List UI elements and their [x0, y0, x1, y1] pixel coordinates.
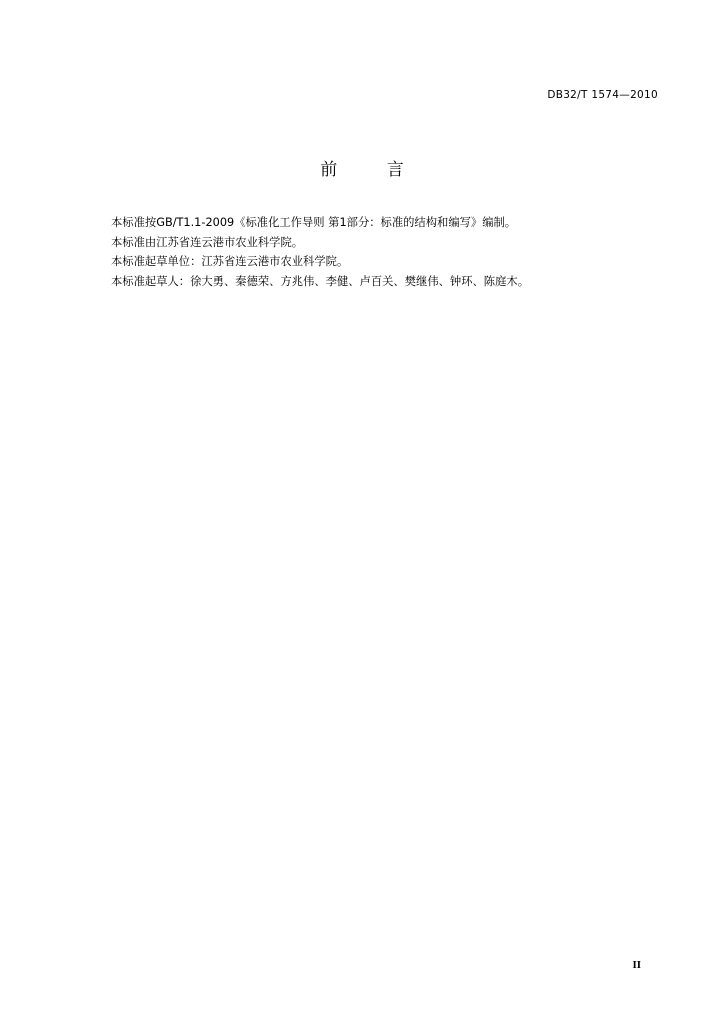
foreword-body [111, 213, 671, 291]
paragraph-proposer: 本标准由江苏省连云港市农业科学院。 [111, 235, 304, 249]
page-number: II [632, 959, 641, 971]
page-title: 前 言 [320, 160, 426, 180]
paragraph-drafting-basis: 本标准按GB/T1.1-2009《标准化工作导则 第1部分：标准的结构和编写》编制。 [111, 216, 517, 229]
document-code: DB32/T 1574—2010 [547, 89, 658, 101]
paragraph-drafters: 本标准起草人：徐大勇、秦德荣、方兆伟、李健、卢百关、樊继伟、钟环、陈庭木。 [111, 274, 529, 288]
paragraph-drafting-unit: 本标准起草单位：江苏省连云港市农业科学院。 [111, 255, 349, 268]
